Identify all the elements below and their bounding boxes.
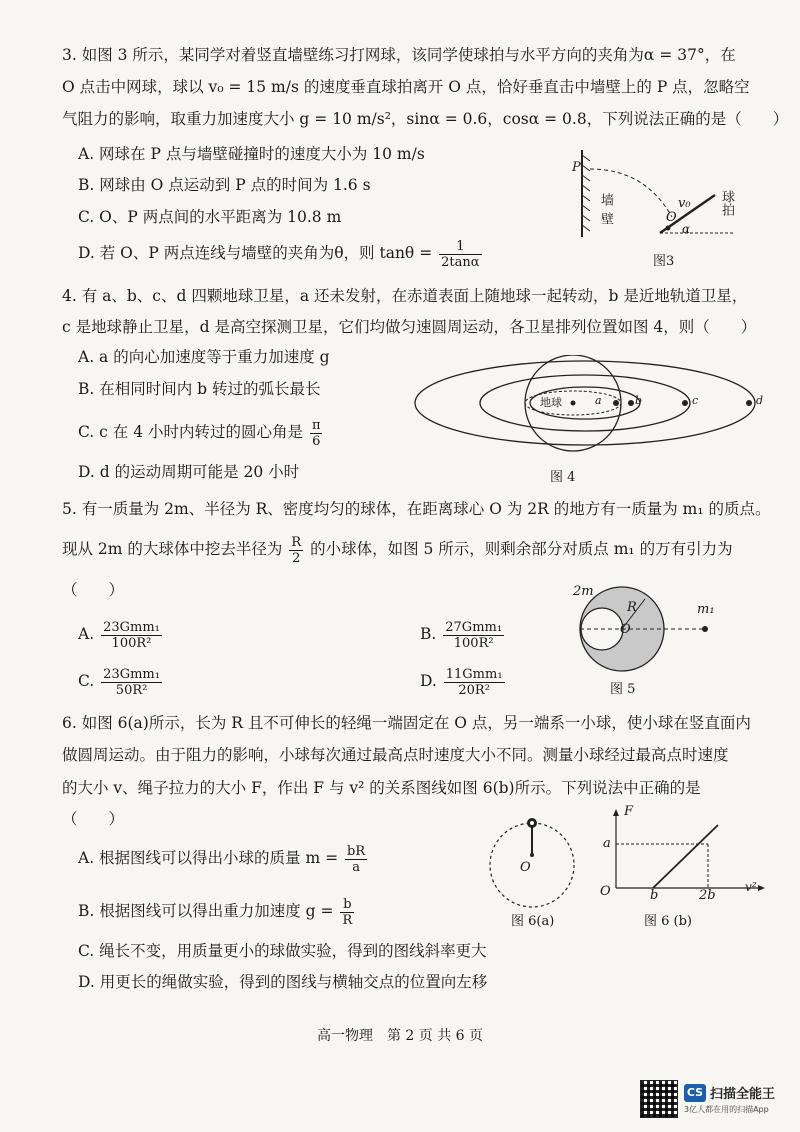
q5-option-d (420, 666, 507, 698)
fraction-numerator: 27Gmm₁ (445, 619, 503, 635)
q3-option-b: B. 网球由 O 点运动到 P 点的时间为 1.6 s (78, 176, 371, 194)
q5-answer-paren: （ ） (62, 581, 125, 599)
figure-4 (410, 355, 760, 460)
fig5-label-o: O (620, 622, 631, 637)
fraction-numerator: bR (347, 843, 366, 859)
fig6b-label-2b: 2b (699, 888, 716, 903)
q5-option-c (78, 666, 164, 698)
fig6a-label-o: O (520, 860, 531, 875)
fig6b-label-o: O (600, 884, 611, 899)
fig4-label-d: d (756, 394, 764, 407)
fraction-numerator: 23Gmm₁ (103, 619, 160, 635)
q5-option-d-fraction (444, 667, 505, 698)
fraction-denominator: a (352, 859, 360, 875)
fraction-denominator: 20R² (458, 682, 490, 698)
scanner-app-name: 扫描全能王 (710, 1087, 776, 1102)
q5-line2-fraction (289, 535, 303, 566)
q3-option-d (78, 238, 484, 270)
q6-answer-paren: （ ） (62, 810, 125, 828)
q6-option-c: C. 绳长不变，用质量更小的球做实验，得到的图线斜率更大 (78, 942, 487, 960)
q5-line2 (62, 534, 733, 566)
q3-option-a: A. 网球在 P 点与墙壁碰撞时的速度大小为 10 m/s (78, 145, 425, 163)
option-label: B. (420, 625, 437, 643)
fraction-denominator: 100R² (453, 635, 494, 651)
q6-option-b-text: B. 根据图线可以得出重力加速度 g = (78, 902, 334, 920)
fig6a-caption: 图 6(a) (511, 914, 555, 929)
q6-option-b (78, 896, 356, 928)
fig3-label-p: P (572, 160, 581, 175)
page-footer: 高一物理 第 2 页 共 6 页 (316, 1028, 484, 1044)
q5-option-b (420, 619, 506, 651)
fig3-label-o: O (666, 210, 677, 225)
q4-option-c-fraction (310, 418, 323, 449)
q4-line2: c 是地球静止卫星，d 是高空探测卫星，它们均做匀速圆周运动，各卫星排列位置如图 4，则（ ） (62, 318, 757, 336)
q4-option-b: B. 在相同时间内 b 转过的弧长最长 (78, 380, 321, 398)
fraction-denominator: 2 (292, 550, 301, 566)
q3-line2: O 点击中网球，球以 v₀ = 15 m/s 的速度垂直球拍离开 O 点，恰好垂直击中墙壁上的 P 点，忽略空 (62, 78, 750, 96)
option-label: A. (78, 625, 95, 643)
fig6b-caption: 图 6 (b) (644, 914, 693, 929)
q4-option-c (78, 417, 324, 449)
fig3-label-racket: 球拍 (719, 190, 734, 216)
q3-option-d-text: D. 若 O、P 两点连线与墙壁的夹角为θ，则 tanθ = (78, 244, 433, 262)
q3-option-c: C. O、P 两点间的水平距离为 10.8 m (78, 208, 342, 226)
fig5-label-r: R (627, 600, 637, 615)
q4-option-d: D. d 的运动周期可能是 20 小时 (78, 463, 300, 481)
fraction-denominator: 50R² (115, 682, 148, 698)
fraction-numerator: b (340, 897, 354, 913)
fig3-caption: 图3 (653, 254, 675, 269)
q6-option-a-fraction (345, 844, 367, 875)
fig4-label-a: a (595, 394, 602, 407)
fig5-label-m1: m₁ (697, 602, 715, 617)
fraction-denominator: 100R² (111, 635, 152, 651)
fig6b-label-b: b (650, 888, 659, 903)
q3-line1: 3. 如图 3 所示，某同学对着竖直墙壁练习打网球，该同学使球拍与水平方向的夹角为α = 37°，在 (62, 46, 736, 64)
q5-option-b-fraction (443, 620, 504, 651)
fraction-denominator: 6 (312, 433, 321, 449)
q4-option-a: A. a 的向心加速度等于重力加速度 g (78, 348, 330, 366)
fraction-numerator: 1 (439, 239, 481, 255)
q4-option-c-text: C. c 在 4 小时内转过的圆心角是 (78, 423, 303, 441)
q6-option-a-text: A. 根据图线可以得出小球的质量 m = (78, 849, 339, 867)
figure-3 (560, 145, 740, 265)
fig5-caption: 图 5 (610, 682, 636, 697)
q6-option-b-fraction (340, 897, 354, 928)
q5-line2-text: 现从 2m 的大球体中挖去半径为 (62, 540, 283, 558)
fig4-label-earth: 地球 (540, 396, 562, 409)
option-label: C. (78, 672, 95, 690)
cs-logo-icon: CS (684, 1084, 706, 1102)
scanner-watermark (640, 1080, 792, 1120)
fig6b-label-f: F (624, 804, 634, 819)
option-label: D. (420, 672, 437, 690)
fig5-label-2m: 2m (573, 584, 594, 599)
q6-option-d: D. 用更长的绳做实验，得到的图线与横轴交点的位置向左移 (78, 973, 488, 991)
fig4-label-c: c (692, 394, 699, 407)
figure-6b-graph (598, 808, 768, 898)
fraction-numerator: 23Gmm₁ (103, 666, 160, 682)
q4-line1: 4. 有 a、b、c、d 四颗地球卫星，a 还未发射，在赤道表面上随地球一起转动，b 是近地轨道卫星， (62, 287, 748, 305)
fig3-label-wall: 墙壁 (598, 193, 613, 231)
scanner-tagline: 3亿人都在用的扫描App (684, 1105, 769, 1114)
fig4-label-b: b (635, 394, 643, 407)
fraction-numerator: π (311, 417, 321, 433)
fig3-label-alpha: α (682, 222, 691, 236)
fig4-caption: 图 4 (550, 470, 576, 485)
fig6b-label-v2: v² (745, 880, 757, 894)
fraction-numerator: R (291, 534, 302, 550)
fig3-label-v0: v₀ (678, 196, 691, 211)
fig6b-label-a: a (603, 836, 611, 851)
q6-option-a (78, 843, 369, 875)
fraction-numerator: 11Gmm₁ (445, 666, 503, 682)
fraction-denominator: R (342, 912, 353, 928)
q5-option-a-fraction (101, 620, 162, 651)
q3-line3: 气阻力的影响，取重力加速度大小 g = 10 m/s²，sinα = 0.6，cosα = 0.8，下列说法正确的是（ ） (62, 110, 789, 128)
q5-line2-text-end: 的小球体，如图 5 所示，则剩余部分对质点 m₁ 的万有引力为 (310, 540, 733, 558)
q6-line2: 做圆周运动。由于阻力的影响，小球每次通过最高点时速度大小不同。测量小球经过最高点时速度 (62, 746, 729, 764)
q6-line1: 6. 如图 6(a)所示，长为 R 且不可伸长的轻绳一端固定在 O 点，另一端系一小球，使小球在竖直面内 (62, 714, 751, 732)
q3-option-d-fraction (439, 239, 481, 270)
q6-line3: 的大小 v、绳子拉力的大小 F，作出 F 与 v² 的关系图线如图 6(b)所示。下列说法中正确的是 (62, 779, 701, 797)
figure-6a (485, 815, 585, 915)
fraction-denominator: 2tanα (441, 254, 480, 270)
q5-option-c-fraction (101, 667, 162, 698)
q5-line1: 5. 有一质量为 2m、半径为 R、密度均匀的球体，在距离球心 O 为 2R 的地方有一质量为 m₁ 的质点。 (62, 500, 771, 518)
q5-option-a (78, 619, 164, 651)
qr-code-icon (640, 1080, 678, 1118)
